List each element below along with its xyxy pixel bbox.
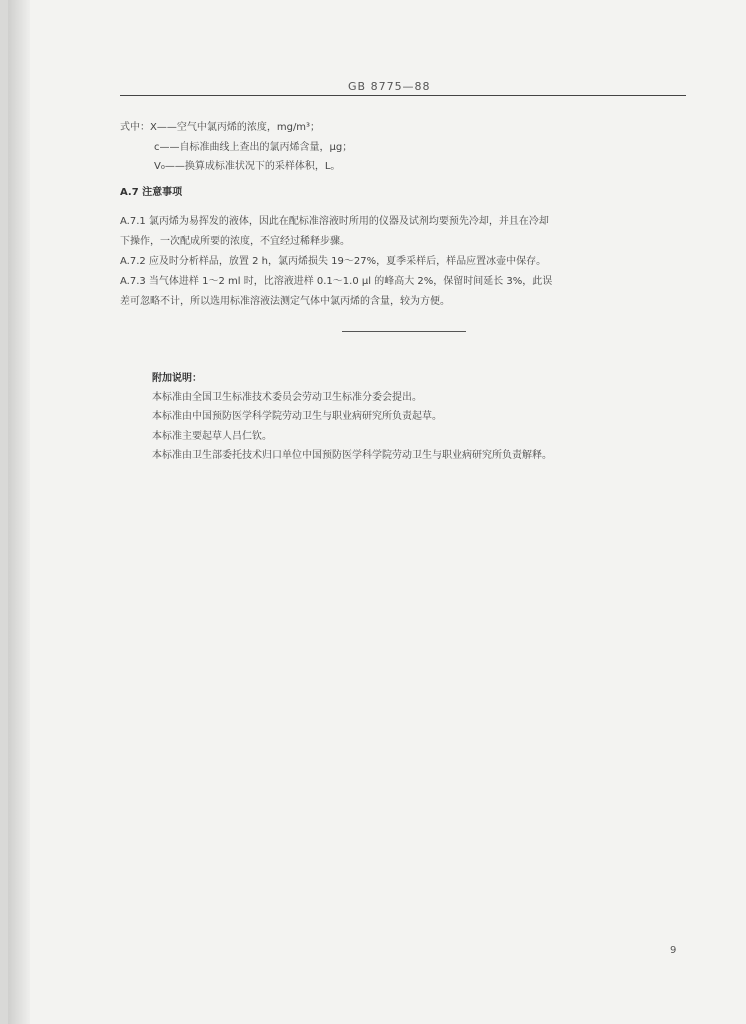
header-rule [120,95,686,96]
paragraph-a73-line1: A.7.3 当气体进样 1～2 ml 时，比溶液进样 0.1～1.0 μl 的峰高大 2%，保留时间延长 3%，此误 [120,276,553,287]
appendix-line-3: 本标准主要起草人吕仁钦。 [152,431,272,442]
appendix-title: 附加说明： [152,373,202,384]
formula-note-v0: V₀——换算成标准状况下的采样体积，L。 [154,161,341,172]
formula-note-x: 式中：X——空气中氯丙烯的浓度，mg/m³； [120,122,321,133]
standard-code: GB 8775—88 [348,80,431,93]
formula-note-c: c——自标准曲线上查出的氯丙烯含量，μg； [154,142,353,153]
appendix-line-1: 本标准由全国卫生标准技术委员会劳动卫生标准分委会提出。 [152,392,422,403]
paragraph-a71-line1: A.7.1 氯丙烯为易挥发的液体，因此在配标准溶液时所用的仪器及试剂均要预先冷却，并且在冷却 [120,216,549,227]
paragraph-a73-line2: 差可忽略不计，所以选用标准溶液法测定气体中氯丙烯的含量，较为方便。 [120,296,450,307]
section-divider [342,331,466,332]
paragraph-a72: A.7.2 应及时分析样品，放置 2 h，氯丙烯损失 19～27%，夏季采样后，样品应置冰壶中保存。 [120,256,547,267]
section-title: A.7 注意事项 [120,187,183,198]
paragraph-a71-line2: 下操作，一次配成所要的浓度，不宜经过稀释步骤。 [120,236,350,247]
document-page [8,0,746,1024]
page-number: 9 [670,945,677,956]
appendix-line-4: 本标准由卫生部委托技术归口单位中国预防医学科学院劳动卫生与职业病研究所负责解释。 [152,450,552,461]
appendix-line-2: 本标准由中国预防医学科学院劳动卫生与职业病研究所负责起草。 [152,411,442,422]
